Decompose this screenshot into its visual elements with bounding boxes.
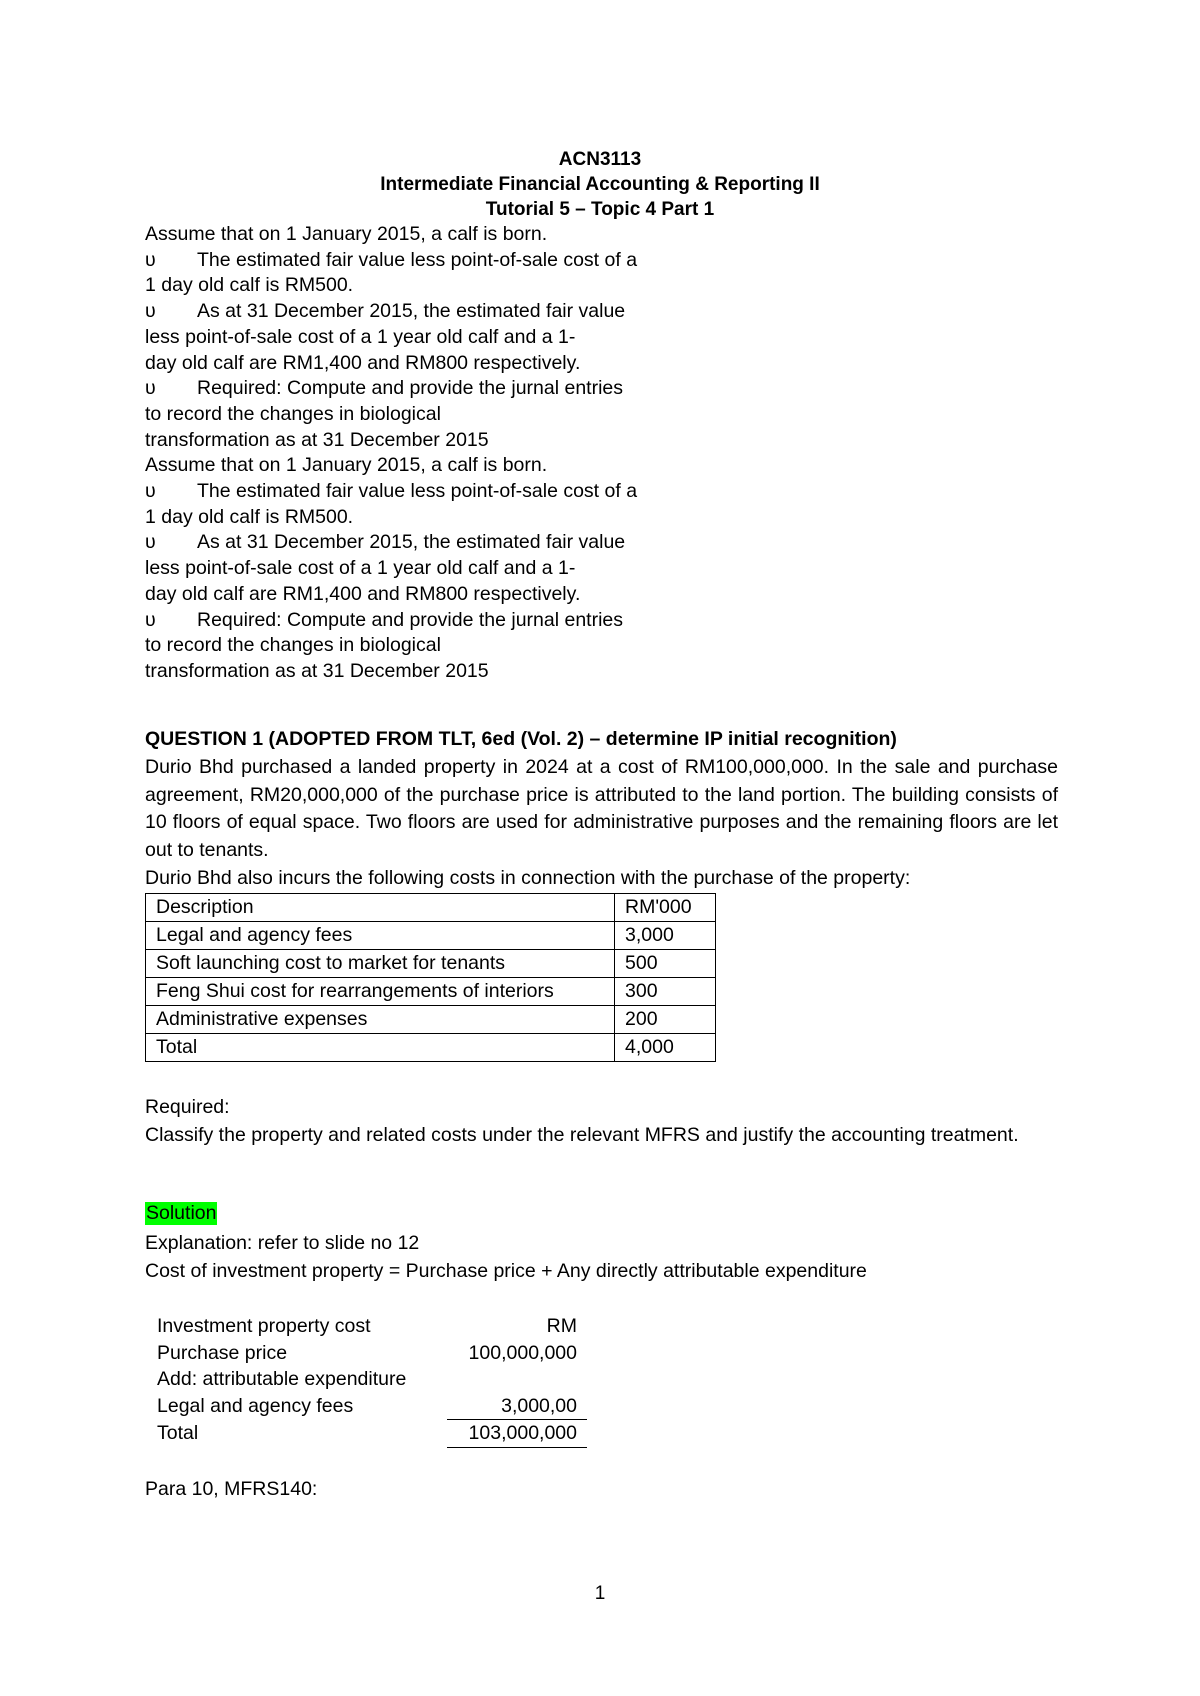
intro-line <box>145 530 845 556</box>
intro-section <box>145 222 845 685</box>
table-cell-amount: 300 <box>615 978 716 1006</box>
table-cell-description: Total <box>146 1034 615 1062</box>
intro-line <box>145 479 845 505</box>
ip-value <box>447 1366 587 1393</box>
question-1-title: QUESTION 1 (ADOPTED FROM TLT, 6ed (Vol. 2) – determine IP initial recognition) <box>145 728 897 750</box>
intro-line-text: less point-of-sale cost of a 1 year old calf and a 1- <box>145 325 576 348</box>
bullet-glyph: υ <box>145 531 156 554</box>
table-row <box>146 950 716 978</box>
intro-line <box>145 659 845 685</box>
intro-line-text: The estimated fair value less point-of-sale cost of a <box>197 248 638 271</box>
intro-line <box>145 273 845 299</box>
table-cell-description: Administrative expenses <box>146 1006 615 1034</box>
intro-line-text: transformation as at 31 December 2015 <box>145 659 489 682</box>
solution-label: Solution <box>146 1202 217 1224</box>
intro-line-text: Required: Compute and provide the jurnal entries <box>197 608 624 631</box>
intro-line-text: Required: Compute and provide the jurnal entries <box>197 377 624 400</box>
page-number: 1 <box>594 1583 606 1604</box>
intro-line <box>145 582 845 608</box>
table-cell-description: Soft launching cost to market for tenants <box>146 950 615 978</box>
costs-table <box>145 893 716 1062</box>
intro-line <box>145 325 845 351</box>
table-header-amount: RM'000 <box>615 894 716 922</box>
intro-line-text: As at 31 December 2015, the estimated fair value <box>197 300 626 323</box>
ip-label: Purchase price <box>157 1341 288 1364</box>
intro-line-text: to record the changes in biological <box>145 402 441 425</box>
ip-value: 3,000,00 <box>447 1393 587 1421</box>
solution-formula: Cost of investment property = Purchase price + Any directly attributable expenditure <box>145 1259 867 1282</box>
intro-line <box>145 505 845 531</box>
intro-line-text: 1 day old calf is RM500. <box>145 274 354 297</box>
ip-label: Add: attributable expenditure <box>157 1368 407 1390</box>
required-label: Required: <box>145 1096 230 1118</box>
para-reference: Para 10, MFRS140: <box>145 1478 318 1500</box>
costs-intro: Durio Bhd also incurs the following costs in connection with the purchase of the property: <box>145 867 911 889</box>
intro-line-text: 1 day old calf is RM500. <box>145 505 354 528</box>
intro-line-text: Assume that on 1 January 2015, a calf is born. <box>145 454 548 477</box>
table-cell-description: Legal and agency fees <box>146 922 615 950</box>
table-cell-amount: 500 <box>615 950 716 978</box>
table-total-row <box>146 1034 716 1062</box>
intro-line-text: day old calf are RM1,400 and RM800 respectively. <box>145 582 581 605</box>
table-header-row <box>146 894 716 922</box>
intro-line-text: As at 31 December 2015, the estimated fair value <box>197 531 626 554</box>
intro-line <box>145 351 845 377</box>
table-row <box>146 978 716 1006</box>
required-section <box>145 1094 1058 1149</box>
intro-line-text: less point-of-sale cost of a 1 year old calf and a 1- <box>145 557 576 580</box>
table-cell-description: Feng Shui cost for rearrangements of interiors <box>146 978 615 1006</box>
intro-line <box>145 222 845 248</box>
ip-row <box>157 1393 587 1421</box>
question-1-body <box>145 754 1058 864</box>
intro-line <box>145 299 845 325</box>
ip-value: 100,000,000 <box>468 1341 577 1364</box>
intro-line-text: day old calf are RM1,400 and RM800 respectively. <box>145 351 581 374</box>
ip-row <box>157 1313 587 1340</box>
bullet-glyph: υ <box>145 248 156 271</box>
intro-line <box>145 608 845 634</box>
intro-line <box>145 376 845 402</box>
document-header <box>0 147 1200 222</box>
ip-total-row <box>157 1420 587 1448</box>
intro-line-text: transformation as at 31 December 2015 <box>145 428 489 451</box>
bullet-glyph: υ <box>145 377 156 400</box>
ip-value: RM <box>546 1315 577 1337</box>
intro-line-text: The estimated fair value less point-of-sale cost of a <box>197 480 638 503</box>
intro-line <box>145 428 845 454</box>
intro-line <box>145 453 845 479</box>
intro-line-text: Assume that on 1 January 2015, a calf is born. <box>145 223 548 245</box>
intro-line <box>145 248 845 274</box>
table-row <box>146 922 716 950</box>
bullet-glyph: υ <box>145 608 156 631</box>
intro-line-text: to record the changes in biological <box>145 634 441 657</box>
ip-label: Total <box>157 1422 199 1444</box>
intro-line <box>145 633 845 659</box>
required-text: Classify the property and related costs under the relevant MFRS and justify the accounting treatment. <box>145 1123 1019 1146</box>
investment-property-cost-table <box>157 1313 587 1448</box>
course-code: ACN3113 <box>558 149 642 170</box>
solution-explanation: Explanation: refer to slide no 12 <box>145 1232 420 1254</box>
bullet-glyph: υ <box>145 480 156 503</box>
table-cell-amount: 200 <box>615 1006 716 1034</box>
question-1-text: Durio Bhd purchased a landed property in 2024 at a cost of RM100,000,000. In the sale and purchase agreement, RM20,000,000 of the purchase price is attributed to the land portion. The building consists of 10 floors of equal space. Two floors are used for administrative purposes and the remaining floors are let out to tenants. <box>145 756 1058 861</box>
table-row <box>146 1006 716 1034</box>
table-cell-amount: 4,000 <box>615 1034 716 1062</box>
table-header-description: Description <box>146 894 615 922</box>
course-title: Intermediate Financial Accounting & Reporting II <box>380 174 820 195</box>
intro-line <box>145 402 845 428</box>
ip-label: Legal and agency fees <box>157 1394 354 1417</box>
ip-label: Investment property cost <box>157 1315 371 1337</box>
ip-row <box>157 1340 587 1367</box>
ip-row <box>157 1366 587 1393</box>
ip-value: 103,000,000 <box>447 1420 587 1448</box>
intro-line <box>145 556 845 582</box>
tutorial-title: Tutorial 5 – Topic 4 Part 1 <box>485 199 715 220</box>
table-cell-amount: 3,000 <box>615 922 716 950</box>
solution-lines <box>145 1230 867 1285</box>
bullet-glyph: υ <box>145 300 156 323</box>
